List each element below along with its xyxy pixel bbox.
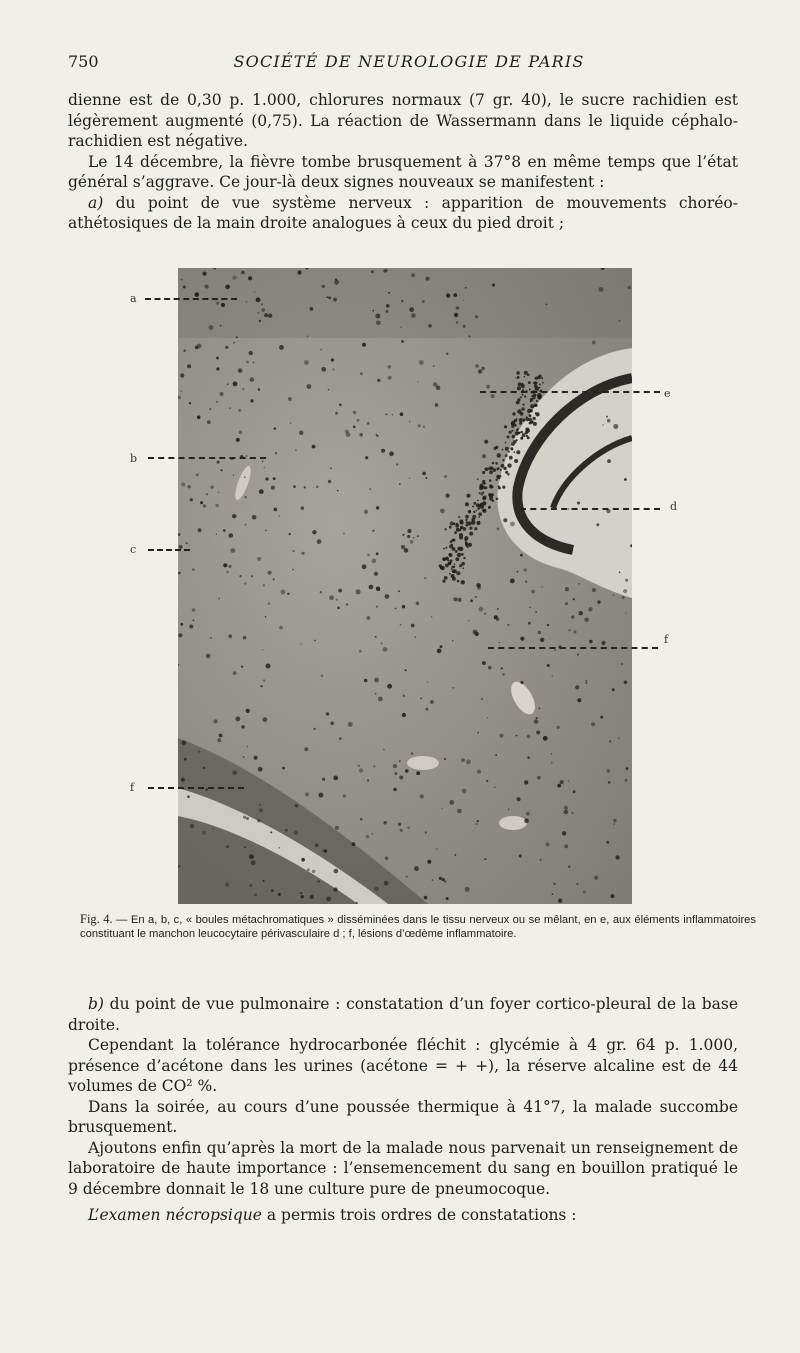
figure-label-a: a (130, 292, 137, 305)
paragraph-text: du point de vue pulmonaire : constatation d’un foyer cortico-pleural de la base droite. (68, 995, 738, 1034)
running-title: SOCIÉTÉ DE NEUROLOGIE DE PARIS (233, 52, 585, 71)
list-marker: b) (88, 995, 104, 1013)
body-text-bottom (68, 994, 738, 1226)
figure-label-d: d (670, 500, 678, 513)
figure-number: Fig. 4. (80, 912, 113, 926)
figure-label-b: b (130, 452, 138, 465)
figure-label-e: e (664, 387, 671, 400)
figure-label-f-left: f (130, 781, 135, 794)
micrograph-figure (178, 268, 632, 904)
list-marker: a) (88, 193, 104, 212)
paragraph: Ajoutons enfin qu’après la mort de la malade nous parvenait un renseignement de laboratoire de haute importance : l’ensemencement du sang en bouillon pratiqué le 9 décembre donnait le 18 une culture pure de pneumocoque. (68, 1138, 738, 1198)
figure-caption (80, 913, 756, 941)
paragraph (68, 1205, 738, 1226)
caption-text: — En a, b, c, « boules métachromatiques » disséminées dans le tissu nerveux ou se mêlant, en e, aux éléments inflammatoires constituant le manchon leucocytaire périvasculaire d ; f, lésions d’œdème inflammatoire. (80, 914, 756, 940)
page-header (68, 52, 750, 82)
paragraph-text: a permis trois ordres de constatations : (261, 1206, 577, 1224)
paragraph: Cependant la tolérance hydrocarbonée fléchit : glycémie à 4 gr. 64 p. 1.000, présence d’acétone dans les urines (acétone = + +), la réserve alcaline est de 44 volumes de CO² %. (68, 1036, 738, 1095)
figure-label-f-right: f (664, 633, 669, 646)
emphasis: L’examen nécropsique (88, 1206, 262, 1224)
paragraph: Le 14 décembre, la fièvre tombe brusquement à 37°8 en même temps que l’état général s’aggrave. Ce jour-là deux signes nouveaux se manifestent : (68, 152, 738, 191)
body-text-top (68, 90, 738, 234)
figure-label-c: c (130, 543, 137, 556)
paragraph-text: du point de vue système nerveux : apparition de mouvements choréo-athétosiques de la main droite analogues à ceux du pied droit ; (68, 193, 738, 232)
paragraph: dienne est de 0,30 p. 1.000, chlorures normaux (7 gr. 40), le sucre rachidien est légèrement augmenté (0,75). La réaction de Wassermann dans le liquide céphalo-rachidien est négative. (68, 91, 738, 150)
paragraph (68, 193, 738, 234)
paragraph: Dans la soirée, au cours d’une poussée thermique à 41°7, la malade succombe brusquement. (68, 1097, 738, 1136)
paragraph (68, 994, 738, 1035)
micrograph-image (178, 268, 632, 904)
page-number: 750 (68, 52, 99, 71)
